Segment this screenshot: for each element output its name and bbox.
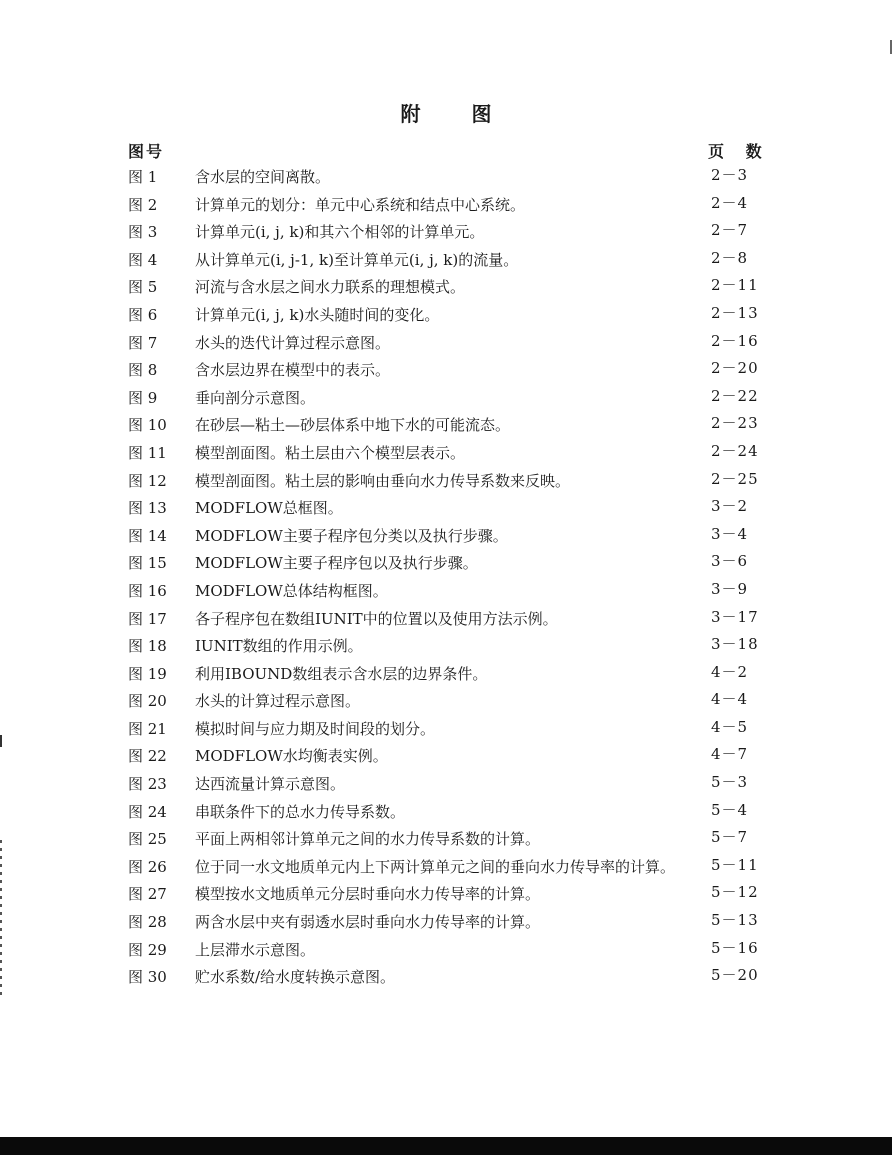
figure-number: 图 26	[128, 857, 167, 876]
figure-page: 4－4	[711, 690, 749, 709]
figure-caption: 两含水层中夹有弱透水层时垂向水力传导率的计算。	[195, 913, 541, 932]
figure-caption: 计算单元(i, j, k)和其六个相邻的计算单元。	[195, 223, 485, 242]
scan-edge-mark	[0, 735, 2, 747]
figure-number: 图 4	[128, 250, 158, 269]
figure-row	[128, 771, 768, 799]
figure-page: 4－5	[711, 717, 749, 736]
figure-page: 2－25	[711, 469, 759, 488]
figure-number: 图 11	[128, 443, 167, 462]
figure-row	[128, 881, 768, 909]
figure-row	[128, 854, 768, 882]
figure-page: 2－23	[711, 414, 759, 433]
figure-caption: 贮水系数/给水度转换示意图。	[195, 968, 396, 987]
scan-bottom-border	[0, 1137, 892, 1155]
figure-page: 2－13	[711, 303, 759, 322]
figure-caption: 水头的迭代计算过程示意图。	[195, 333, 391, 352]
figure-page: 5－12	[711, 883, 759, 902]
figure-caption: 垂向剖分示意图。	[195, 388, 316, 407]
figure-number: 图 8	[128, 361, 158, 380]
figure-row	[128, 274, 768, 302]
figure-number: 图 10	[128, 416, 167, 435]
figure-caption: MODFLOW总体结构框图。	[195, 581, 388, 600]
figure-page: 5－4	[711, 800, 749, 819]
figure-page: 3－4	[711, 524, 749, 543]
figure-row	[128, 468, 768, 496]
figure-row	[128, 964, 768, 992]
figure-row	[128, 799, 768, 827]
figure-number: 图 18	[128, 637, 167, 656]
figure-page: 5－3	[711, 773, 749, 792]
figure-number: 图 9	[128, 388, 158, 407]
figure-number: 图 22	[128, 747, 167, 766]
figure-number: 图 17	[128, 609, 167, 628]
figure-number: 图 1	[128, 168, 158, 186]
figure-caption: 模型按水文地质单元分层时垂向水力传导率的计算。	[195, 885, 541, 904]
figure-page: 2－8	[711, 248, 749, 267]
figure-number: 图 21	[128, 719, 167, 738]
figure-page: 5－11	[711, 855, 759, 874]
figure-row	[128, 440, 768, 468]
figure-row	[128, 550, 768, 578]
figure-list	[128, 164, 768, 992]
figure-row	[128, 826, 768, 854]
figure-page: 3－18	[711, 635, 759, 654]
figure-number: 图 29	[128, 940, 167, 959]
figure-caption: 串联条件下的总水力传导系数。	[195, 802, 406, 821]
figure-row	[128, 633, 768, 661]
figure-page: 2－11	[711, 276, 759, 295]
figure-number: 图 15	[128, 554, 167, 573]
figure-caption: MODFLOW主要子程序包以及执行步骤。	[195, 554, 478, 573]
figure-row	[128, 716, 768, 744]
figure-page: 5－20	[711, 966, 759, 985]
figure-page: 3－2	[711, 497, 749, 516]
figure-row	[128, 578, 768, 606]
figure-number: 图 13	[128, 499, 167, 518]
figure-row	[128, 219, 768, 247]
figure-row	[128, 661, 768, 689]
figure-number: 图 6	[128, 305, 158, 324]
figure-page: 3－9	[711, 579, 749, 598]
figure-number: 图 19	[128, 664, 167, 683]
figure-page: 3－17	[711, 607, 759, 626]
figure-caption: 模拟时间与应力期及时间段的划分。	[195, 719, 436, 738]
figure-caption: MODFLOW总框图。	[195, 499, 343, 518]
scan-edge-mark	[0, 840, 2, 1000]
figure-number: 图 23	[128, 775, 167, 794]
figure-row	[128, 164, 768, 192]
figure-number: 图 3	[128, 223, 158, 242]
figure-number: 图 16	[128, 581, 167, 600]
figure-number: 图 14	[128, 526, 167, 545]
figure-number: 图 2	[128, 195, 158, 214]
figure-caption: 水头的计算过程示意图。	[195, 692, 361, 711]
figure-row	[128, 385, 768, 413]
figure-page: 2－22	[711, 386, 759, 405]
figure-row	[128, 688, 768, 716]
figure-row	[128, 937, 768, 965]
figure-page: 4－7	[711, 745, 749, 764]
figure-number: 图 12	[128, 471, 167, 490]
figure-number: 图 7	[128, 333, 158, 352]
figure-caption: 在砂层—粘土—砂层体系中地下水的可能流态。	[195, 416, 511, 435]
figure-caption: 模型剖面图。粘土层的影响由垂向水力传导系数来反映。	[195, 471, 571, 490]
figure-page: 2－24	[711, 441, 759, 460]
figure-caption: 计算单元(i, j, k)水头随时间的变化。	[195, 305, 440, 324]
figure-caption: 含水层的空间离散。	[195, 168, 331, 186]
figure-number: 图 25	[128, 830, 167, 849]
figure-page: 5－13	[711, 911, 759, 930]
page-title: 附 图	[400, 102, 514, 126]
figure-page: 2－7	[711, 221, 749, 240]
figure-row	[128, 330, 768, 358]
figure-page: 5－16	[711, 938, 759, 957]
figure-number: 图 24	[128, 802, 167, 821]
figure-caption: 计算单元的划分：单元中心系统和结点中心系统。	[195, 195, 526, 214]
figure-caption: 各子程序包在数组IUNIT中的位置以及使用方法示例。	[195, 609, 558, 628]
figure-page: 3－6	[711, 552, 749, 571]
figure-row	[128, 357, 768, 385]
page-number-header: 页 数	[708, 142, 770, 161]
figure-page: 2－16	[711, 331, 759, 350]
figure-row	[128, 743, 768, 771]
figure-page: 2－4	[711, 193, 749, 212]
figure-caption: 上层滞水示意图。	[195, 940, 316, 959]
figure-caption: 达西流量计算示意图。	[195, 775, 346, 794]
figure-caption: 平面上两相邻计算单元之间的水力传导系数的计算。	[195, 830, 541, 849]
figure-page: 5－7	[711, 828, 749, 847]
figure-caption: 位于同一水文地质单元内上下两计算单元之间的垂向水力传导率的计算。	[195, 857, 676, 876]
figure-caption: 利用IBOUND数组表示含水层的边界条件。	[195, 664, 488, 683]
figure-row	[128, 606, 768, 634]
figure-row	[128, 909, 768, 937]
figure-row	[128, 412, 768, 440]
figure-page: 4－2	[711, 662, 749, 681]
figure-caption: 模型剖面图。粘土层由六个模型层表示。	[195, 443, 466, 462]
figure-number: 图 5	[128, 278, 158, 297]
figure-row	[128, 192, 768, 220]
figure-caption: IUNIT数组的作用示例。	[195, 637, 363, 656]
figure-caption: 从计算单元(i, j-1, k)至计算单元(i, j, k)的流量。	[195, 250, 519, 269]
figure-caption: 含水层边界在模型中的表示。	[195, 361, 391, 380]
figure-caption: MODFLOW水均衡表实例。	[195, 747, 388, 766]
figure-row	[128, 247, 768, 275]
figure-caption: 河流与含水层之间水力联系的理想模式。	[195, 278, 466, 297]
figure-page: 2－20	[711, 359, 759, 378]
figure-number: 图 30	[128, 968, 167, 987]
figure-caption: MODFLOW主要子程序包分类以及执行步骤。	[195, 526, 508, 545]
figure-number: 图 20	[128, 692, 167, 711]
figure-row	[128, 302, 768, 330]
figure-row	[128, 495, 768, 523]
figure-row	[128, 523, 768, 551]
figure-page: 2－3	[711, 166, 749, 184]
figure-number-header: 图号	[128, 142, 165, 161]
figure-number: 图 28	[128, 913, 167, 932]
figure-number: 图 27	[128, 885, 167, 904]
